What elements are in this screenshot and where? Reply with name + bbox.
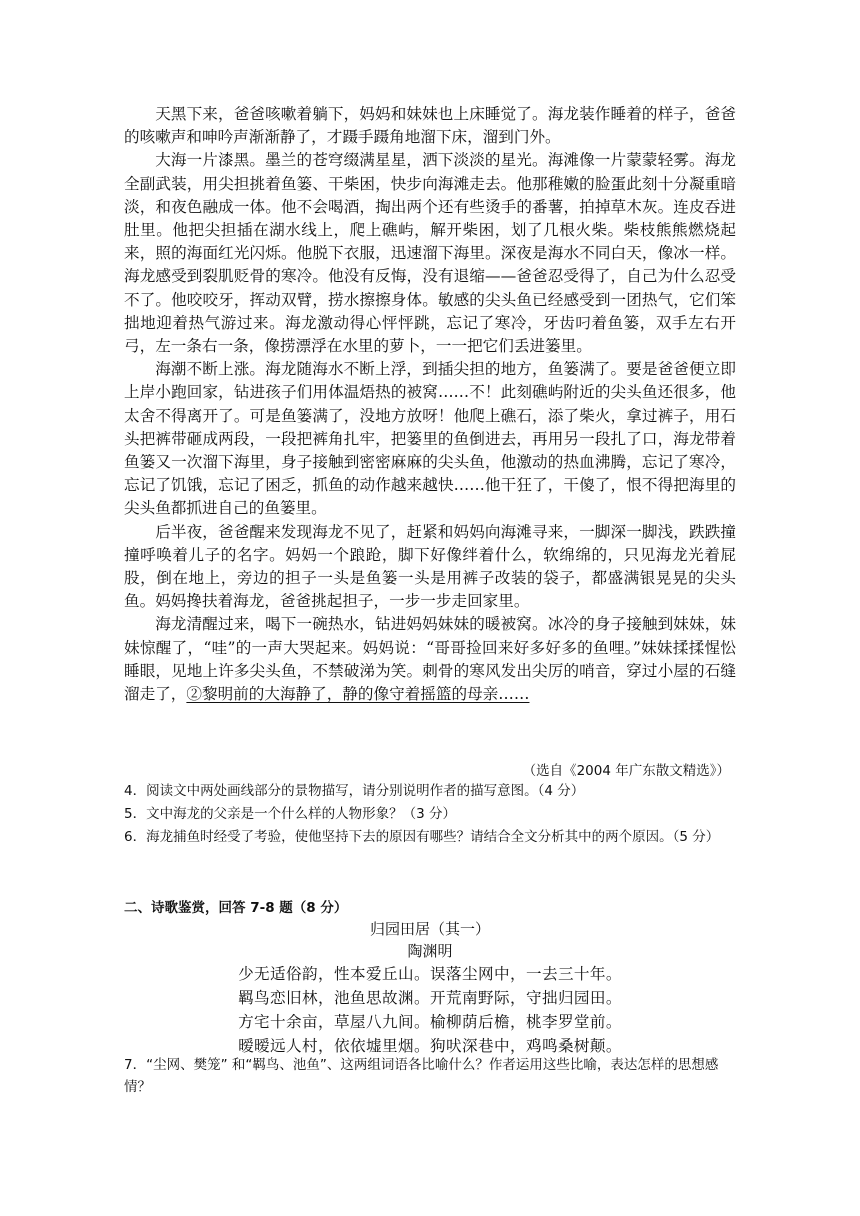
story-paragraph-5 — [124, 613, 736, 706]
poem-line-1: 少无适俗韵，性本爱丘山。误落尘网中，一去三十年。 — [238, 965, 622, 983]
underlined-passage-2: ②黎明前的大海静了，静的像守着摇篮的母亲…… — [186, 685, 530, 704]
story-paragraph-5-lead: 海龙清醒过来，喝下一碗热水，钻进妈妈妹妹的暖被窝。冰冷的身子接触到妹妹，妹妹惊醒了，“哇”的一声大哭起来。妈妈说：“哥哥捡回来好多好多的鱼哩。”妹妹揉揉惺忪睡眼，见地上许多尖头鱼，不禁破涕为笑。刺骨的寒风发出尖厉的哨音，穿过小屋的石缝溜走了， — [124, 615, 736, 704]
source-note: （选自《2004 年广东散文精选》） — [522, 763, 730, 779]
story-paragraph-4: 后半夜，爸爸醒来发现海龙不见了，赶紧和妈妈向海滩寻来，一脚深一脚浅，跌跌撞撞呼唤着儿子的名字。妈妈一个踉跄，脚下好像绊着什么，软绵绵的，只见海龙光着屁股，倒在地上，旁边的担子一头是鱼篓一头是用裤子改装的袋子，都盛满银晃晃的尖头鱼。妈妈搀扶着海龙，爸爸挑起担子，一步一步走回家里。 — [124, 522, 736, 611]
poem-line-3: 方宅十余亩，草屋八九间。榆柳荫后檐，桃李罗堂前。 — [238, 1013, 622, 1031]
poem-title: 归园田居（其一） — [369, 920, 490, 938]
story-paragraph-2: 大海一片漆黑。墨兰的苍穹缀满星星，洒下淡淡的星光。海滩像一片蒙蒙轻雾。海龙全副武装，用尖担挑着鱼篓、干柴困，快步向海滩走去。他那稚嫩的脸蛋此刻十分凝重暗淡，和夜色融成一体。他不会喝酒，掏出两个还有些烫手的番薯，拍掉草木灰。连皮吞进肚里。他把尖担插在湖水线上，爬上礁屿，解开柴困，划了几根火柴。柴枝熊熊燃烧起来，照的海面红光闪烁。他脱下衣服，迅速溜下海里。深夜是海水不同白天，像冰一样。海龙感受到裂肌贬骨的寒冷。他没有反悔，没有退缩——爸爸忍受得了，自己为什么忍受不了。他咬咬牙，挥动双臂，捞水擦擦身体。敏感的尖头鱼已经感受到一团热气，它们笨拙地迎着热气游过来。海龙激动得心怦怦跳，忘记了寒冷，牙齿叼着鱼篓，双手左右开弓，左一条右一条，像捞漂浮在水里的萝卜，一一把它们丢进篓里。 — [124, 151, 736, 356]
story-text — [124, 103, 736, 706]
question-7: 7．“尘网、樊笼” 和“羁鸟、池鱼”、这两组词语各比喻什么？作者运用这些比喻，表达怎样的思想感情？ — [124, 1057, 719, 1095]
story-paragraph-3: 海潮不断上涨。海龙随海水不断上浮，到插尖担的地方，鱼篓满了。要是爸爸便立即上岸小跑回家，钻进孩子们用体温焐热的被窝……不！此刻礁屿附近的尖头鱼还很多，他太舍不得离开了。可是鱼篓满了，没地方放呀！他爬上礁石，添了柴火，拿过裤子，用石头把裤带砸成两段，一段把裤角扎牢，把篓里的鱼倒进去，再用另一段扎了口，海龙带着鱼篓又一次溜下海里，身子接触到密密麻麻的尖头鱼，他激动的热血沸腾，忘记了寒冷，忘记了饥饿，忘记了困乏，抓鱼的动作越来越快……他干狂了，干傻了，恨不得把海里的尖头鱼都抓进自己的鱼篓里。 — [124, 360, 736, 518]
question-4: 4．阅读文中两处画线部分的景物描写，请分别说明作者的描写意图。（4 分） — [124, 783, 585, 799]
story-paragraph-1: 天黑下来，爸爸咳嗽着躺下，妈妈和妹妹也上床睡觉了。海龙装作睡着的样子，爸爸的咳嗽声和呻吟声渐渐静了，才蹑手蹑角地溜下床，溜到门外。 — [124, 105, 736, 147]
question-5: 5．文中海龙的父亲是一个什么样的人物形象？（3 分） — [124, 806, 456, 822]
poem-author: 陶渊明 — [407, 942, 453, 960]
poem-line-4: 暧暧远人村，依依墟里烟。狗吠深巷中，鸡鸣桑树颠。 — [238, 1037, 622, 1055]
section-2-heading: 二、诗歌鉴赏，回答 7-8 题（8 分） — [124, 900, 348, 916]
poem-line-2: 羁鸟恋旧林，池鱼思故渊。开荒南野际，守拙归园田。 — [238, 989, 622, 1007]
question-6: 6．海龙捕鱼时经受了考验，使他坚持下去的原因有哪些？请结合全文分析其中的两个原因。（5 分） — [124, 829, 720, 845]
